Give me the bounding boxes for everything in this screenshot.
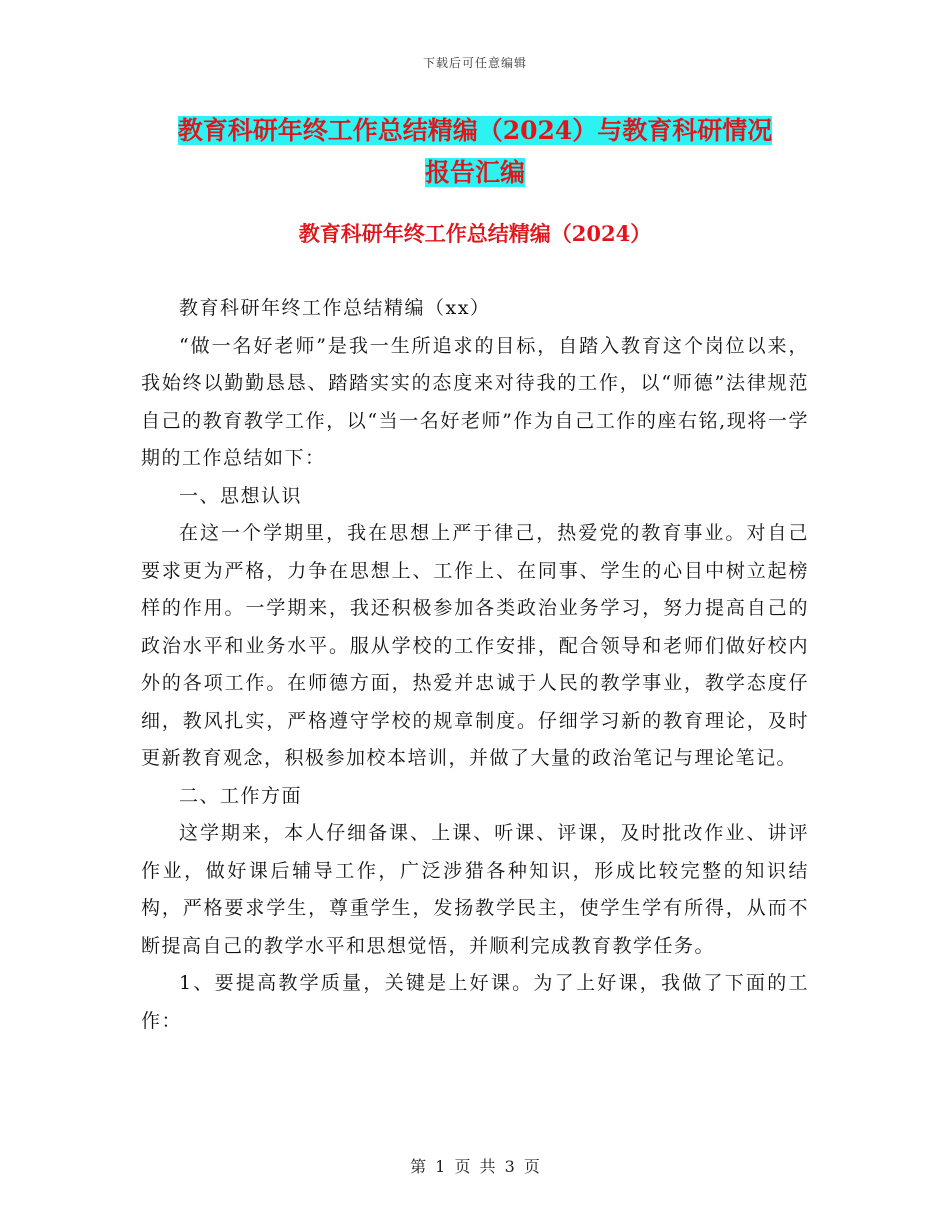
paragraph-intro: “做一名好老师”是我一生所追求的目标，自踏入教育这个岗位以来，我始终以勤勤恳恳、踏踏实实的态度来对待我的工作，以“师德”法律规范自己的教育教学工作，以“当一名好老师”作为自己工作的座右铭,现将一学期的工作总结如下： (141, 334, 809, 469)
main-title-line-1: 教育科研年终工作总结精编（2024）与教育科研情况 (177, 116, 773, 145)
main-title-line-2: 报告汇编 (424, 158, 525, 187)
paragraph-subtitle: 教育科研年终工作总结精编（xx） (179, 297, 491, 319)
heading-work: 二、工作方面 (179, 784, 303, 807)
paragraph-point-1: 1、要提高教学质量，关键是上好课。为了上好课，我做了下面的工作： (141, 972, 809, 1032)
paragraph-thought: 在这一个学期里，我在思想上严于律己，热爱党的教育事业。对自己要求更为严格，力争在思想上、工作上、在同事、学生的心目中树立起榜样的作用。一学期来，我还积极参加各类政治业务学习，努力提高自己的政治水平和业务水平。服从学校的工作安排，配合领导和老师们做好校内外的各项工作。在师德方面，热爱并忠诚于人民的教学事业，教学态度仔细，教风扎实，严格遵守学校的规章制度。仔细学习新的教育理论，及时更新教育观念，积极参加校本培训，并做了大量的政治笔记与理论笔记。 (141, 522, 809, 769)
heading-thought: 一、思想认识 (179, 484, 303, 507)
header-note: 下载后可任意编辑 (422, 56, 527, 70)
section-title: 教育科研年终工作总结精编（2024） (298, 221, 652, 246)
main-title (140, 110, 810, 194)
body-text (141, 290, 809, 1040)
page-footer: 第 1 页 共 3 页 (410, 1157, 540, 1176)
paragraph-work: 这学期来，本人仔细备课、上课、听课、评课，及时批改作业、讲评作业，做好课后辅导工作，广泛涉猎各种知识，形成比较完整的知识结构，严格要求学生，尊重学生，发扬教学民主，使学生学有所得，从而不断提高自己的教学水平和思想觉悟，并顺利完成教育教学任务。 (141, 822, 809, 957)
